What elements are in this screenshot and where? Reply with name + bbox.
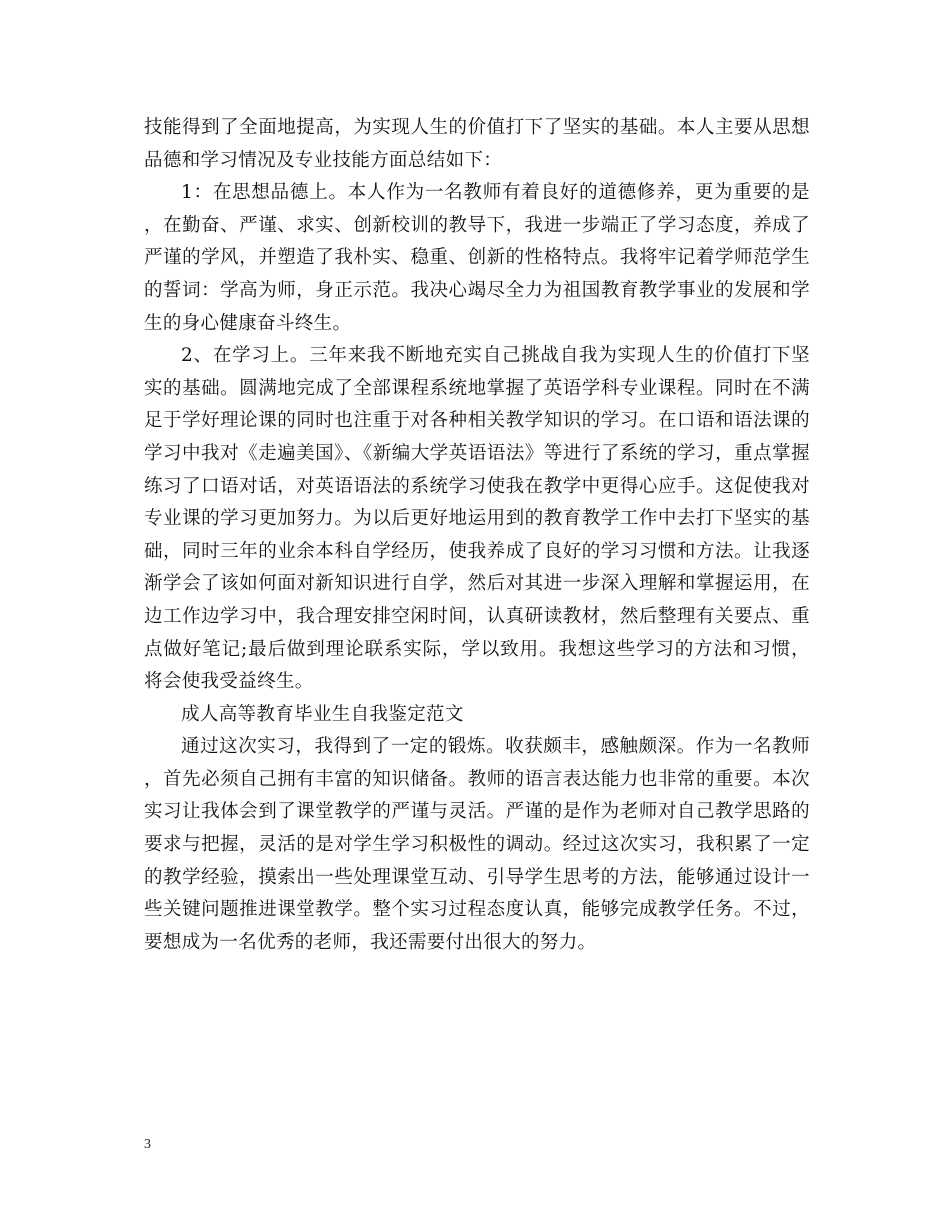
- paragraph-moral-character: 1：在思想品德上。本人作为一名教师有着良好的道德修养，更为重要的是，在勤奋、严谨、求实、创新校训的教导下，我进一步端正了学习态度，养成了严谨的学风，并塑造了我朴实、稳重、创新的性格特点。我将牢记着学师范学生的誓词：学高为师，身正示范。我决心竭尽全力为祖国教育教学事业的发展和学生的身心健康奋斗终生。: [144, 182, 810, 334]
- paragraph-intro: 技能得到了全面地提高，为实现人生的价值打下了坚实的基础。本人主要从思想品德和学习情况及专业技能方面总结如下：: [144, 117, 810, 171]
- document-body: [144, 112, 810, 959]
- paragraph-study: 2、在学习上。三年来我不断地充实自己挑战自我为实现人生的价值打下坚实的基础。圆满地完成了全部课程系统地掌握了英语学科专业课程。同时在不满足于学好理论课的同时也注重于对各种相关教学知识的学习。在口语和语法课的学习中我对《走遍美国》、《新编大学英语语法》等进行了系统的学习，重点掌握练习了口语对话，对英语语法的系统学习使我在教学中更得心应手。这促使我对专业课的学习更加努力。为以后更好地运用到的教育教学工作中去打下坚实的基础，同时三年的业余本科自学经历，使我养成了良好的学习习惯和方法。让我逐渐学会了该如何面对新知识进行自学，然后对其进一步深入理解和掌握运用，在边工作边学习中，我合理安排空闲时间，认真研读教材，然后整理有关要点、重点做好笔记;最后做到理论联系实际，学以致用。我想这些学习的方法和习惯，将会使我受益终生。: [144, 345, 810, 693]
- page-number: 3: [144, 1137, 151, 1152]
- section-heading: 成人高等教育毕业生自我鉴定范文: [181, 703, 464, 725]
- paragraph-internship: 通过这次实习，我得到了一定的锻炼。收获颇丰，感触颇深。作为一名教师，首先必须自己拥有丰富的知识储备。教师的语言表达能力也非常的重要。本次实习让我体会到了课堂教学的严谨与灵活。严谨的是作为老师对自己教学思路的要求与把握，灵活的是对学生学习积极性的调动。经过这次实习，我积累了一定的教学经验，摸索出一些处理课堂互动、引导学生思考的方法，能够通过设计一些关键问题推进课堂教学。整个实习过程态度认真，能够完成教学任务。不过，要想成为一名优秀的老师，我还需要付出很大的努力。: [144, 736, 810, 953]
